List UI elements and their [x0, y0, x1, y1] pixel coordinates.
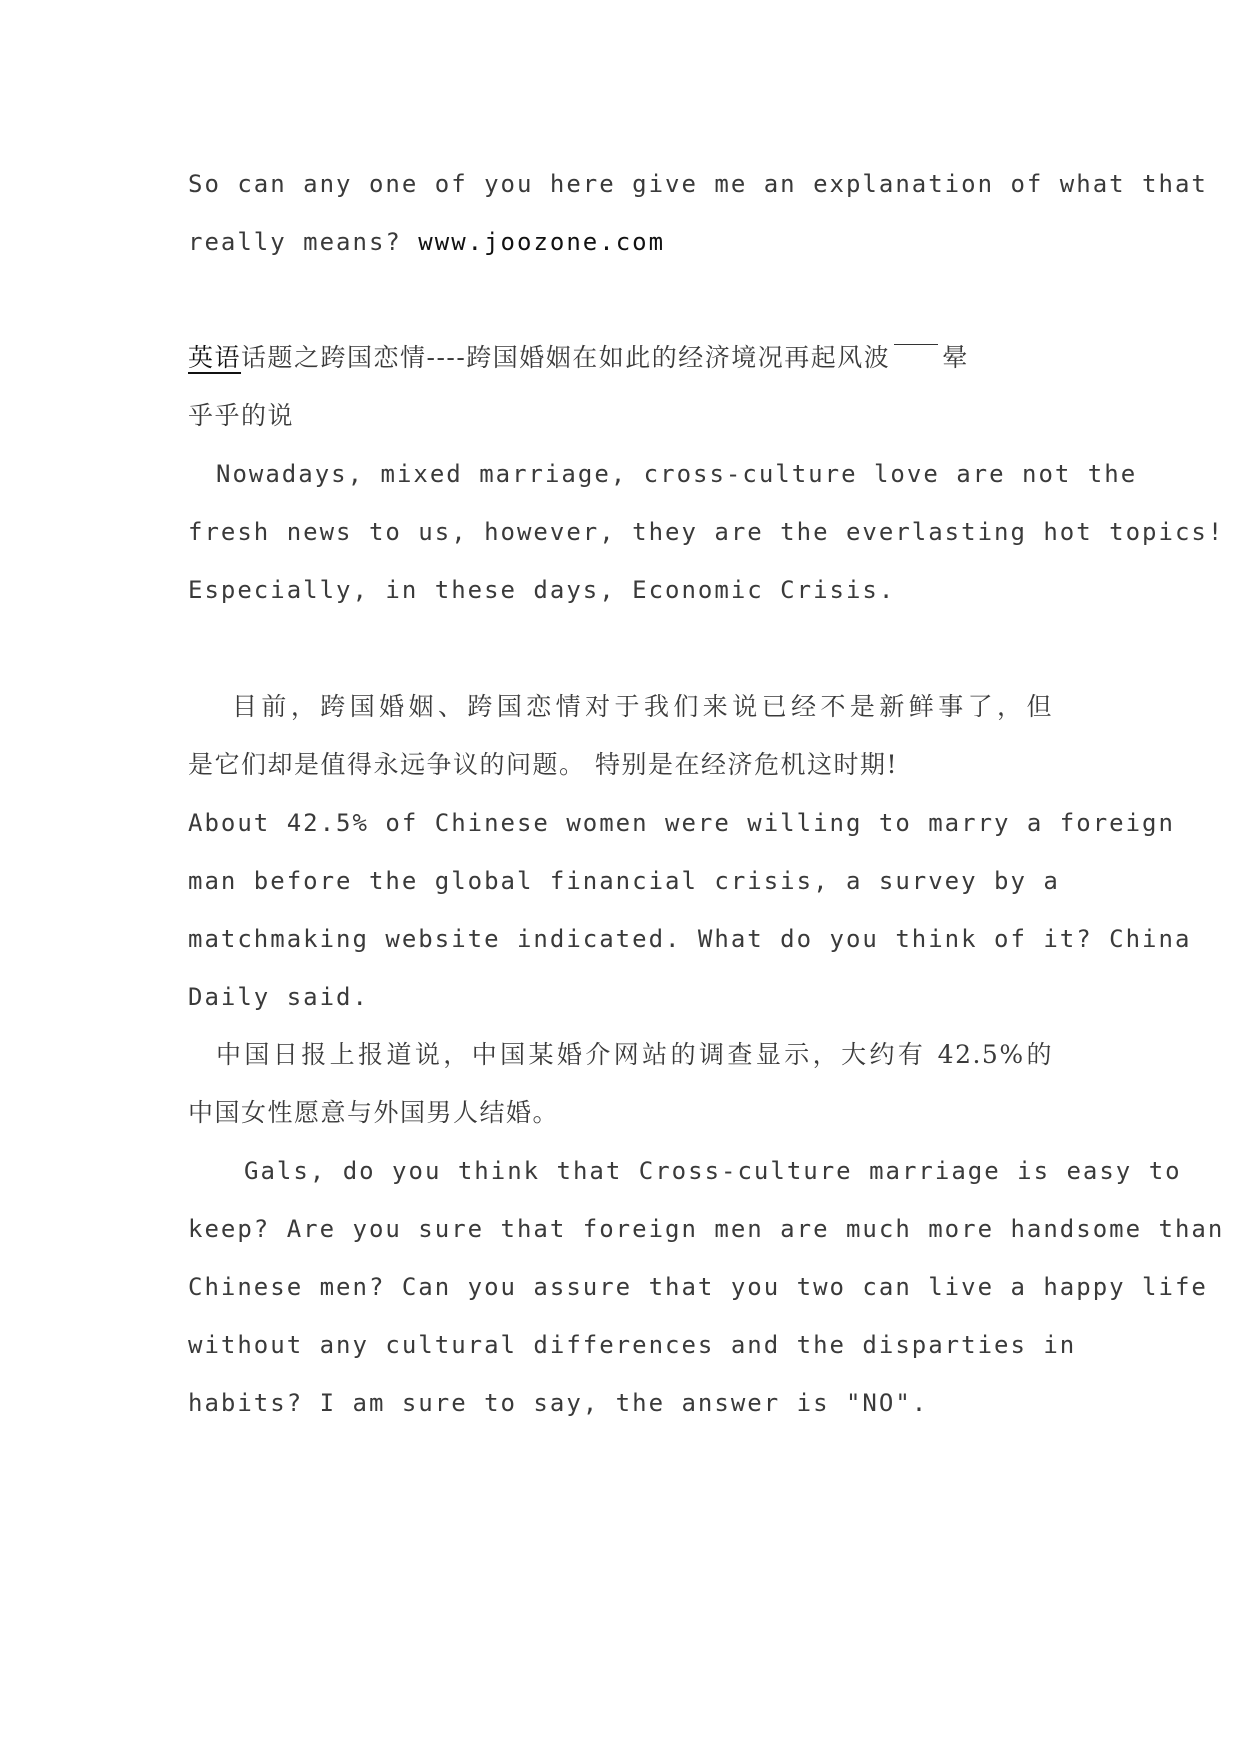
- para4-line2: man before the global financial crisis, a survey by a: [188, 867, 1060, 895]
- para2-line2: fresh news to us, however, they are the everlasting hot topics!: [188, 518, 1225, 546]
- title-end: 晕: [942, 343, 969, 372]
- para6-line1: Gals, do you think that Cross-culture marriage is easy to: [244, 1157, 1182, 1185]
- para2-line3: Especially, in these days, Economic Crisis.: [188, 576, 896, 604]
- para5-line2: 中国女性愿意与外国男人结婚。: [188, 1098, 560, 1127]
- para3-line1: 目前，跨国婚姻、跨国恋情对于我们来说已经不是新鲜事了，但: [232, 692, 1053, 721]
- english-link[interactable]: 英语: [188, 343, 242, 372]
- para1-line2: [188, 222, 1053, 262]
- para1-line2-text: really means?: [188, 228, 419, 256]
- para4-line3: matchmaking website indicated. What do you think of it? China: [188, 925, 1192, 953]
- para6-line2: keep? Are you sure that foreign men are much more handsome than: [188, 1215, 1225, 1243]
- title-dash: [894, 344, 938, 345]
- para6-line3: Chinese men? Can you assure that you two can live a happy life: [188, 1273, 1208, 1301]
- para5-line1: 中国日报上报道说，中国某婚介网站的调查显示，大约有 42.5%的: [216, 1040, 1053, 1069]
- article-title-line2: 乎乎的说: [188, 401, 295, 430]
- para2-line1: Nowadays, mixed marriage, cross-culture love are not the: [216, 460, 1138, 488]
- para4-line4: Daily said.: [188, 983, 369, 1011]
- article-title-line1: [188, 338, 1053, 378]
- para6-line5: habits? I am sure to say, the answer is "NO".: [188, 1389, 929, 1417]
- website-url: www.joozone.com: [418, 228, 666, 256]
- para4-line1: About 42.5% of Chinese women were willing to marry a foreign: [188, 809, 1175, 837]
- para1-line1: So can any one of you here give me an explanation of what that: [188, 170, 1208, 198]
- title-text: 话题之跨国恋情----跨国婚姻在如此的经济境况再起风波: [241, 343, 891, 372]
- para3-line2: 是它们却是值得永远争议的问题。 特别是在经济危机这时期!: [188, 750, 898, 779]
- para6-line4: without any cultural differences and the disparties in: [188, 1331, 1077, 1359]
